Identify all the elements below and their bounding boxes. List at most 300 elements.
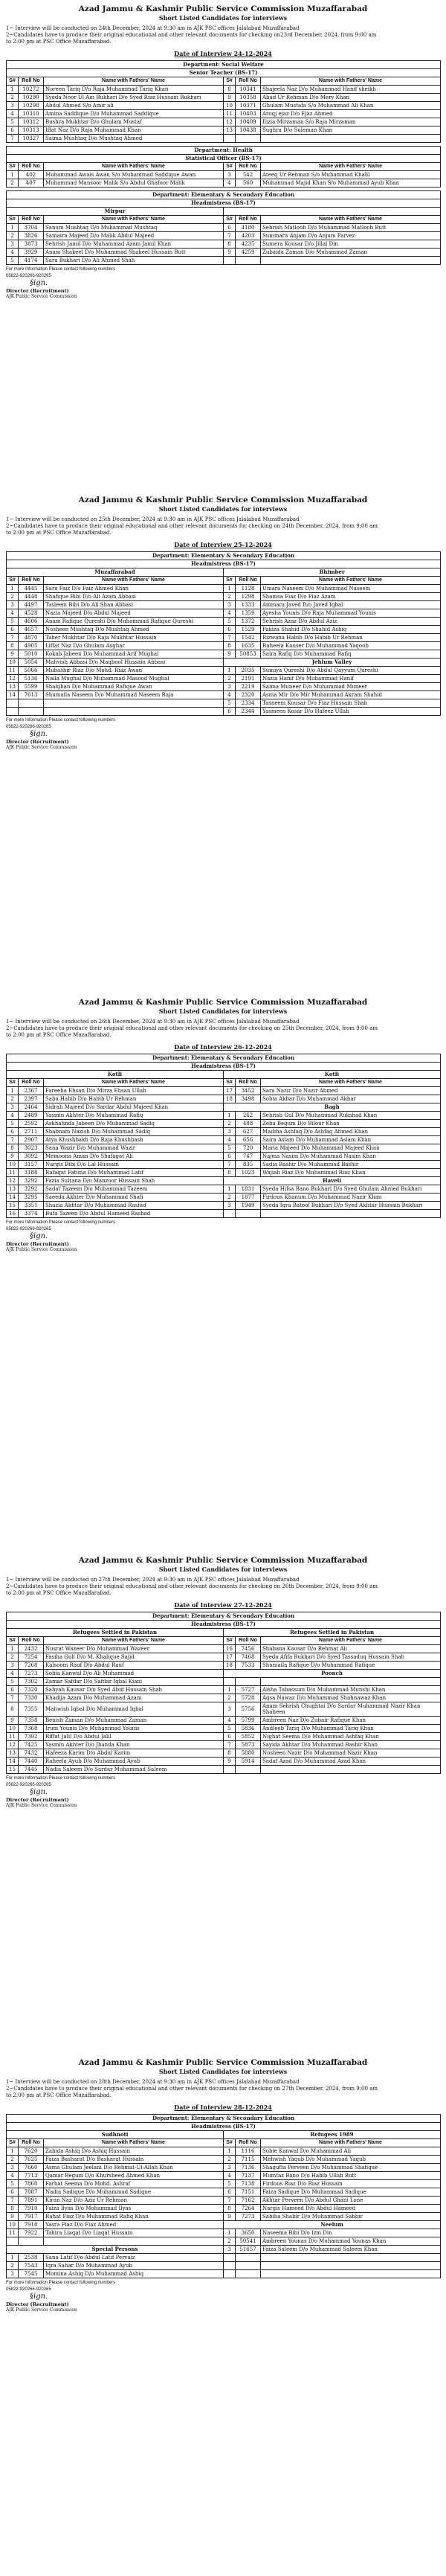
- candidate-name-cell: Benish Zaman D/o Muhammad Zaman: [44, 1717, 224, 1725]
- roll-number-cell: 1529: [236, 626, 261, 634]
- table-row: [7, 2164, 441, 2172]
- post-heading: Headmistress (BS-17): [7, 560, 441, 568]
- roll-number-cell: 10371: [236, 102, 261, 110]
- column-header: Name with Fathers' Name: [261, 577, 441, 585]
- roll-number-cell: 2367: [19, 1087, 44, 1095]
- serial-cell: 11: [7, 1733, 19, 1741]
- serial-cell: 6: [224, 708, 236, 716]
- serial-cell: 3: [7, 2270, 19, 2278]
- roll-number-cell: [236, 257, 261, 265]
- contact-note: For more Information Please contact following numbers: [6, 718, 116, 723]
- roll-number-cell: 7887: [19, 2188, 44, 2197]
- serial-cell: [224, 135, 236, 143]
- roll-number-cell: 3826: [19, 232, 44, 240]
- serial-cell: 8: [7, 1144, 19, 1153]
- column-header: S#: [7, 2139, 19, 2147]
- director-title: Director (Recruitment): [6, 288, 69, 294]
- serial-cell: 11: [224, 110, 236, 118]
- candidate-name-cell: Nadia Saleem D/o Sardar Muhammad Saleem: [44, 1766, 224, 1774]
- serial-cell: 1: [224, 585, 236, 593]
- roll-number-cell: 10358: [236, 94, 261, 102]
- serial-cell: 12: [7, 1177, 19, 1185]
- serial-cell: 3: [224, 2246, 236, 2254]
- serial-cell: 3: [7, 240, 19, 249]
- roll-number-cell: 2334: [236, 699, 261, 708]
- candidate-name-cell: Shazia Akhtar D/o Muhammad Rashid: [44, 1202, 224, 1210]
- column-header: S#: [224, 1079, 236, 1087]
- serial-cell: 10: [7, 1161, 19, 1169]
- serial-cell: 7: [224, 634, 236, 642]
- roll-number-cell: 7162: [236, 2197, 261, 2205]
- serial-cell: 2: [224, 1120, 236, 1128]
- serial-cell: 4: [7, 110, 19, 118]
- roll-number-cell: 7533: [236, 1662, 261, 1670]
- notice-subtitle: Short Listed Candidates for interviews: [158, 14, 288, 22]
- candidate-name-cell: [261, 2254, 441, 2262]
- roll-number-cell: 10327: [19, 135, 44, 143]
- candidate-name-cell: Anam Rafique Qureshi D/o Muhammad Rafique Qureshi: [44, 618, 224, 626]
- table-row: [7, 179, 441, 188]
- serial-cell: 9: [7, 650, 19, 659]
- contact-phones: 05822-920266-920265: [6, 1227, 51, 1231]
- interview-date: Date of Interview 26-12-2024: [174, 1043, 272, 1051]
- serial-cell: [224, 257, 236, 265]
- candidate-name-cell: Ambreen Younas D/o Muhammad Younas Khan: [261, 2237, 441, 2246]
- candidate-name-cell: Saima Mushtaq D/o Mushtaq Ahmed: [44, 135, 224, 143]
- table-row: [7, 667, 441, 675]
- serial-cell: 8: [224, 642, 236, 650]
- serial-cell: 8: [224, 2205, 236, 2213]
- roll-number-cell: 3650: [236, 2229, 261, 2237]
- candidate-name-cell: Zeba Begum D/o Bilour Khan: [261, 1120, 441, 1128]
- serial-cell: 2: [7, 94, 19, 102]
- serial-cell: 1: [7, 2147, 19, 2156]
- serial-cell: 8: [7, 2205, 19, 2213]
- roll-number-cell: 1831: [236, 1185, 261, 1194]
- table-row: [7, 2205, 441, 2213]
- candidate-name-cell: Shabnam Nazish D/o Muhammad Sadiq: [44, 1128, 224, 1136]
- candidate-name-cell: Muhammad Majid Khan S/o Muhammad Ayub Khan: [261, 179, 441, 188]
- candidate-name-cell: Syeda Iqra Batool Bukhari D/o Syed Akhtar Hussain Bukhari: [261, 1202, 441, 1210]
- table-row: [7, 1733, 441, 1741]
- serial-cell: 5: [224, 699, 236, 708]
- notice-subtitle: Short Listed Candidates for interviews: [158, 1566, 288, 1573]
- serial-cell: 14: [7, 1194, 19, 1202]
- instruction-line: to 2:00 pm at PSC Office Muzaffarabad.: [6, 1032, 112, 1038]
- candidate-name-cell: Ateeq Ur Rehman S/o Muhammad Khalil: [261, 171, 441, 179]
- serial-cell: 11: [7, 1169, 19, 1177]
- roll-number-cell: 1949: [236, 1202, 261, 1210]
- column-header: Roll No: [236, 1079, 261, 1087]
- serial-cell: 8: [7, 642, 19, 650]
- column-header: Roll No: [19, 77, 44, 86]
- serial-cell: 7: [7, 2197, 19, 2205]
- serial-cell: [224, 2254, 236, 2262]
- column-header: S#: [224, 577, 236, 585]
- table-row: [7, 1128, 441, 1136]
- table-row: [7, 1758, 441, 1766]
- director-title: Director (Recruitment): [6, 739, 69, 745]
- roll-number-cell: 3873: [19, 240, 44, 249]
- serial-cell: 4: [224, 2172, 236, 2180]
- serial-cell: 6: [7, 1128, 19, 1136]
- roll-number-cell: 7432: [19, 1749, 44, 1758]
- department-heading: Department: Elementary & Secondary Education: [7, 1612, 441, 1621]
- roll-number-cell: 5914: [236, 1758, 261, 1766]
- candidate-name-cell: Zamar Safdar D/o Safdar Iqbal Kiani: [44, 1678, 224, 1686]
- candidates-table: [6, 60, 441, 143]
- candidate-name-cell: Muhammad Awais Awan S/o Muhammad Saddique Awan: [44, 171, 224, 179]
- candidate-name-cell: Nazia Majeed D/o Abdul Majeed: [44, 609, 224, 618]
- candidate-name-cell: Shajeela Naz D/o Muhammad Hanif sheikh: [261, 86, 441, 94]
- candidate-name-cell: Syeda Hifsa Bano Bukhari D/o Syed Ghulam Ahmed Bukhari: [261, 1185, 441, 1194]
- signature: §ign.: [30, 2293, 48, 2301]
- department-heading: Department: Elementary & Secondary Education: [7, 552, 441, 560]
- table-row: [7, 2237, 441, 2246]
- serial-cell: 1: [224, 2229, 236, 2237]
- serial-cell: 10: [7, 1725, 19, 1733]
- roll-number-cell: 4528: [19, 609, 44, 618]
- candidate-name-cell: Liffat Naz D/o Ghulam Asghar: [44, 642, 224, 650]
- signature: §ign.: [30, 1232, 48, 1240]
- table-row: [7, 257, 441, 265]
- organization-name: AJK Public Service Commission: [6, 294, 77, 299]
- roll-number-cell: 7543: [19, 2262, 44, 2270]
- serial-cell: 2: [7, 232, 19, 240]
- department-heading: Department: Elementary & Secondary Education: [7, 191, 441, 199]
- candidate-name-cell: Sehrish Jamil D/o Muhammad Azam Jamil Khan: [44, 240, 224, 249]
- candidate-name-cell: Sadia Bashir D/o Muhammad Bashir: [261, 1161, 441, 1169]
- roll-number-cell: 7860: [19, 2180, 44, 2188]
- serial-cell: 9: [224, 2213, 236, 2221]
- candidate-name-cell: Sehrish Gul D/o Muhammad Rukshad Khan: [261, 1112, 441, 1120]
- column-header: Name with Fathers' Name: [44, 77, 224, 86]
- roll-number-cell: 1128: [236, 585, 261, 593]
- candidate-name-cell: Sobia Akbar D/o Muhammad Akbar: [261, 1095, 441, 1103]
- director-title: Director (Recruitment): [6, 1241, 69, 1247]
- roll-number-cell: 1372: [236, 618, 261, 626]
- candidate-name-cell: Saira Aslam D/o Muhammad Aslam Khan: [261, 1136, 441, 1144]
- serial-cell: [7, 2237, 19, 2246]
- serial-cell: 9: [224, 1758, 236, 1766]
- candidate-name-cell: Pakiza Shahid D/o Shahid Ashiq: [261, 626, 441, 634]
- serial-cell: 7: [224, 1741, 236, 1749]
- serial-cell: 2: [7, 593, 19, 601]
- column-header: S#: [224, 163, 236, 171]
- table-row: [7, 1670, 441, 1678]
- candidate-name-cell: [261, 135, 441, 143]
- roll-number-cell: 5136: [19, 675, 44, 683]
- organization-name: AJK Public Service Commission: [6, 1803, 77, 1808]
- roll-number-cell: [236, 135, 261, 143]
- district-heading: Refugees Settled in Pakistan: [224, 1629, 441, 1637]
- candidate-name-cell: Faiza Ilyas D/o Mohammad Ilyas: [44, 2205, 224, 2213]
- candidate-name-cell: Naseema Bibi D/o Izm Din: [261, 2229, 441, 2237]
- instruction-line: 2~Candidates have to produce their original educational and other relevant documents for checking on 26th December, 2024, from 9:00 am: [6, 1583, 378, 1589]
- table-row: [7, 86, 441, 94]
- serial-cell: 8: [224, 86, 236, 94]
- serial-cell: 2: [7, 1653, 19, 1662]
- serial-cell: 2: [224, 2237, 236, 2246]
- serial-cell: [224, 1678, 236, 1686]
- roll-number-cell: 4203: [236, 232, 261, 240]
- roll-number-cell: 4180: [236, 224, 261, 232]
- candidate-name-cell: Aisha Tabassum D/o Muhammad Munshi Khan: [261, 1686, 441, 1694]
- candidate-name-cell: Sana Latif D/o Abdul Latif Pervaiz: [44, 2254, 224, 2262]
- roll-number-cell: 7137: [236, 2172, 261, 2180]
- contact-phones: 05822-920266-920265: [6, 1783, 51, 1787]
- roll-number-cell: 2035: [236, 667, 261, 675]
- serial-cell: 2: [7, 2156, 19, 2164]
- roll-number-cell: 5728: [236, 1694, 261, 1702]
- candidate-name-cell: Anam Shakeel D/o Muhammad Shakeel Hussain Butt: [44, 249, 224, 257]
- candidate-name-cell: Sobia Kanwal D/o Ali Muhammad: [44, 1670, 224, 1678]
- serial-cell: 7: [224, 2197, 236, 2205]
- candidate-name-cell: Mahvish Abbasi D/o Maqbool Hussain Abbasi: [44, 659, 224, 667]
- serial-cell: 7: [7, 135, 19, 143]
- roll-number-cell: 542: [236, 171, 261, 179]
- table-row: [7, 2147, 441, 2156]
- serial-cell: 6: [7, 2188, 19, 2197]
- notice-title: Azad Jammu & Kashmir Public Service Commission Muzaffarabad: [78, 998, 368, 1007]
- table-row: [7, 1678, 441, 1686]
- column-header: S#: [7, 577, 19, 585]
- roll-number-cell: [236, 2270, 261, 2278]
- roll-number-cell: 3929: [19, 249, 44, 257]
- table-row: [7, 2172, 441, 2180]
- column-header: Name with Fathers' Name: [44, 163, 224, 171]
- serial-cell: 9: [7, 1153, 19, 1161]
- table-row: [7, 249, 441, 257]
- candidate-name-cell: Sadaf Tazeem D/o Muhammad Tazeem: [44, 1185, 224, 1194]
- serial-cell: 2: [224, 1694, 236, 1702]
- instruction-line: 2~Candidates have to produce their original educational and other relevant documents for checking on23rd December, 2024, from 9:00 am: [6, 32, 377, 38]
- notice-subtitle: Short Listed Candidates for interviews: [158, 505, 288, 513]
- roll-number-cell: [236, 2262, 261, 2270]
- table-row: [7, 1766, 441, 1774]
- candidate-name-cell: Umara Naseem D/o Muhammad Naseem: [261, 585, 441, 593]
- district-heading: Special Persons: [7, 2246, 224, 2254]
- candidates-table: [6, 146, 441, 188]
- table-row: [7, 1653, 441, 1662]
- department-heading: Department: Health: [7, 147, 441, 155]
- serial-cell: 3: [7, 1662, 19, 1670]
- roll-number-cell: 4448: [19, 593, 44, 601]
- serial-cell: 15: [7, 1766, 19, 1774]
- roll-number-cell: [236, 1210, 261, 1218]
- table-row: [7, 593, 441, 601]
- roll-number-cell: 2344: [236, 708, 261, 716]
- table-row: [7, 126, 441, 135]
- table-row: [7, 650, 441, 659]
- candidate-name-cell: Tasleem Bibi D/o Ali Shan Abbasi: [44, 601, 224, 609]
- department-heading: Department: Elementary & Secondary Education: [7, 1054, 441, 1063]
- roll-number-cell: 1116: [236, 2147, 261, 2156]
- serial-cell: 6: [7, 126, 19, 135]
- serial-cell: 5: [7, 618, 19, 626]
- roll-number-cell: 7273: [19, 1670, 44, 1678]
- candidate-name-cell: Askhahnda Jabeen D/o Muhammad Sadiq: [44, 1120, 224, 1128]
- column-header: Roll No: [236, 163, 261, 171]
- roll-number-cell: [236, 1766, 261, 1774]
- table-row: [7, 634, 441, 642]
- table-row: [7, 691, 441, 699]
- roll-number-cell: 7917: [19, 2213, 44, 2221]
- candidate-name-cell: Asma Ghulam Jeelani D/o Rehmat-Ul-Allah Khan: [44, 2164, 224, 2172]
- candidate-name-cell: Abad Ur Rehman D/o Mery Khan: [261, 94, 441, 102]
- serial-cell: 1: [7, 1087, 19, 1095]
- serial-cell: 3: [7, 102, 19, 110]
- serial-cell: 5: [7, 1678, 19, 1686]
- table-row: [7, 601, 441, 609]
- column-header: Name with Fathers' Name: [44, 2139, 224, 2147]
- serial-cell: 11: [7, 2229, 19, 2237]
- contact-phones: 05822-920266-920265: [6, 2287, 51, 2292]
- roll-number-cell: 2711: [19, 1128, 44, 1136]
- candidate-name-cell: Sanum Mushtaq D/o Muhammad Mushtaq: [44, 224, 224, 232]
- instruction-line: 1~ Interview will be conducted on 26th December, 2024 at 9:30 am in AJK PSC offices Jalalabad Muzaffarabad: [6, 1019, 300, 1025]
- serial-cell: [224, 1210, 236, 1218]
- serial-cell: 18: [224, 1095, 236, 1103]
- candidate-name-cell: Memoona Aman D/o Shafagat Ali: [44, 1153, 224, 1161]
- serial-cell: 4: [7, 609, 19, 618]
- candidate-name-cell: Mubashir Riaz D/o Mohd. Riaz Awan: [44, 667, 224, 675]
- roll-number-cell: 2219: [236, 683, 261, 691]
- roll-number-cell: 7613: [19, 691, 44, 699]
- candidate-name-cell: Kalsoom Rauf D/o Abdul Rauf: [44, 1662, 224, 1670]
- candidate-name-cell: Abdul Ahmed S/o Amir ali: [44, 102, 224, 110]
- serial-cell: 4: [224, 1717, 236, 1725]
- roll-number-cell: 10438: [236, 126, 261, 135]
- candidate-name-cell: Nadia Sadique D/o Muhammad Sadique: [44, 2188, 224, 2197]
- roll-number-cell: 720: [236, 1144, 261, 1153]
- roll-number-cell: 1877: [236, 1194, 261, 1202]
- notice-title: Azad Jammu & Kashmir Public Service Commission Muzaffarabad: [78, 2058, 368, 2067]
- roll-number-cell: 10310: [19, 110, 44, 118]
- serial-cell: 14: [7, 1758, 19, 1766]
- notice-page: [0, 491, 446, 750]
- candidate-name-cell: Shafique Bibi D/o Ali Azam Abbasi: [44, 593, 224, 601]
- organization-name: AJK Public Service Commission: [6, 745, 77, 750]
- roll-number-cell: 4870: [19, 634, 44, 642]
- instruction-line: to 2:00 pm at PSC Office Muzaffarabad.: [6, 39, 112, 45]
- roll-number-cell: 5054: [19, 659, 44, 667]
- roll-number-cell: 262: [236, 1112, 261, 1120]
- district-heading: Muzaffarabad: [7, 568, 224, 577]
- candidate-name-cell: Nargis Hameed D/o Abdul Hameed: [261, 2205, 441, 2213]
- table-row: [7, 1169, 441, 1177]
- contact-note: For more Information Please contact following numbers: [6, 1776, 116, 1781]
- table-row: [7, 1694, 441, 1702]
- roll-number-cell: 2191: [236, 675, 261, 683]
- serial-cell: 1: [7, 2254, 19, 2262]
- roll-number-cell: 10290: [19, 94, 44, 102]
- candidate-name-cell: Summara Anjam D/o Anjum Parvez: [261, 232, 441, 240]
- contact-phones: 05822-920266-920265: [6, 725, 51, 729]
- column-header: Name with Fathers' Name: [261, 2139, 441, 2147]
- serial-cell: 11: [7, 667, 19, 675]
- serial-cell: 1: [224, 2147, 236, 2156]
- instruction-line: 1~ Interview will be conducted on 24th December, 2024 at 9:30 am in AJK PSC offices Jalalabad Muzaffarabad: [6, 25, 300, 31]
- roll-number-cell: 2432: [19, 1645, 44, 1653]
- instruction-line: to 2:00 pm at PSC Office Muzaffarabad.: [6, 1590, 112, 1596]
- roll-number-cell: 10409: [236, 118, 261, 126]
- serial-cell: 9: [224, 94, 236, 102]
- roll-number-cell: 7320: [19, 1686, 44, 1694]
- table-row: [7, 1194, 441, 1202]
- candidate-name-cell: Ghulam Mustafa S/o Muhammad Ali Khan: [261, 102, 441, 110]
- roll-number-cell: [19, 708, 44, 716]
- candidate-name-cell: Yasmeen Kosar D/o Hafeez Ullah: [261, 708, 441, 716]
- roll-number-cell: 2538: [19, 2254, 44, 2262]
- candidate-name-cell: Naila Mughal D/o Muhammad Masood Mughal: [44, 675, 224, 683]
- candidate-name-cell: Ambreen Naz D/o Zubair Rafique Khan: [261, 1717, 441, 1725]
- candidate-name-cell: Fazia Sultana D/o Manzoor Hussain Shah: [44, 1177, 224, 1185]
- director-title: Director (Recruitment): [6, 2301, 69, 2307]
- contact-note: For more Information Please contact following numbers: [6, 1220, 116, 1225]
- candidate-name-cell: [44, 708, 224, 716]
- column-header: Name with Fathers' Name: [261, 1637, 441, 1645]
- serial-cell: [7, 699, 19, 708]
- roll-number-cell: 5799: [236, 1717, 261, 1725]
- serial-cell: 6: [224, 1733, 236, 1741]
- table-row: [7, 1120, 441, 1128]
- post-heading: Headmistress (BS-17): [7, 199, 441, 208]
- candidate-name-cell: Mehwish Yaqub D/o Muhammad Yaqub: [261, 2156, 441, 2164]
- serial-cell: 2: [7, 2262, 19, 2270]
- candidate-name-cell: Iqra Sahar D/o Muhammad Ayub: [44, 2262, 224, 2270]
- serial-cell: 17: [224, 1653, 236, 1662]
- district-heading: Kotli: [224, 1071, 441, 1079]
- instruction-line: 1~ Interview will be conducted on 27th December, 2024 at 9:30 am in AJK PSC offices Jalalabad Muzaffarabad: [6, 1577, 300, 1583]
- signature: §ign.: [30, 279, 48, 287]
- table-row: [7, 1202, 441, 1210]
- serial-cell: 6: [224, 224, 236, 232]
- column-header: Name with Fathers' Name: [44, 216, 224, 224]
- roll-number-cell: 5010: [19, 650, 44, 659]
- candidate-name-cell: Sidrah Majeed D/o Sardar Abdul Majeed Khan: [44, 1103, 224, 1112]
- post-heading: Statistical Officer (BS-17): [7, 155, 441, 163]
- table-row: [7, 1161, 441, 1169]
- table-row: [7, 1153, 441, 1161]
- interview-date: Date of Interview 25-12-2024: [174, 541, 272, 548]
- table-row: [7, 2156, 441, 2164]
- table-row: [7, 1749, 441, 1758]
- serial-cell: 3: [224, 1702, 236, 1717]
- serial-cell: 6: [7, 1686, 19, 1694]
- table-row: [7, 618, 441, 626]
- roll-number-cell: 10403: [236, 110, 261, 118]
- column-header: Name with Fathers' Name: [261, 1079, 441, 1087]
- serial-cell: 12: [224, 118, 236, 126]
- serial-cell: 14: [7, 691, 19, 699]
- roll-number-cell: 10313: [19, 126, 44, 135]
- table-row: [7, 1662, 441, 1670]
- instruction-line: 1~ Interview will be conducted on 28th December, 2024 at 9:30 am in AJK PSC offices Jalalabad Muzaffarabad: [6, 2079, 300, 2085]
- serial-cell: [7, 708, 19, 716]
- serial-cell: 5: [7, 257, 19, 265]
- candidate-name-cell: Maria Majeed D/o Muhammad Majeed Khan: [261, 1144, 441, 1153]
- serial-cell: 10: [224, 102, 236, 110]
- table-row: [7, 2246, 441, 2254]
- candidate-name-cell: Riffat Jalil D/o Abdul Jalil: [44, 1733, 224, 1741]
- candidate-name-cell: Sara Bukhari D/o Ali Ahmed Shah: [44, 257, 224, 265]
- column-header: S#: [7, 163, 19, 171]
- candidate-name-cell: Ammara Javed D/o Javed Iqbal: [261, 601, 441, 609]
- roll-number-cell: 7151: [236, 2188, 261, 2197]
- column-header: S#: [7, 1637, 19, 1645]
- serial-cell: 2: [7, 179, 19, 188]
